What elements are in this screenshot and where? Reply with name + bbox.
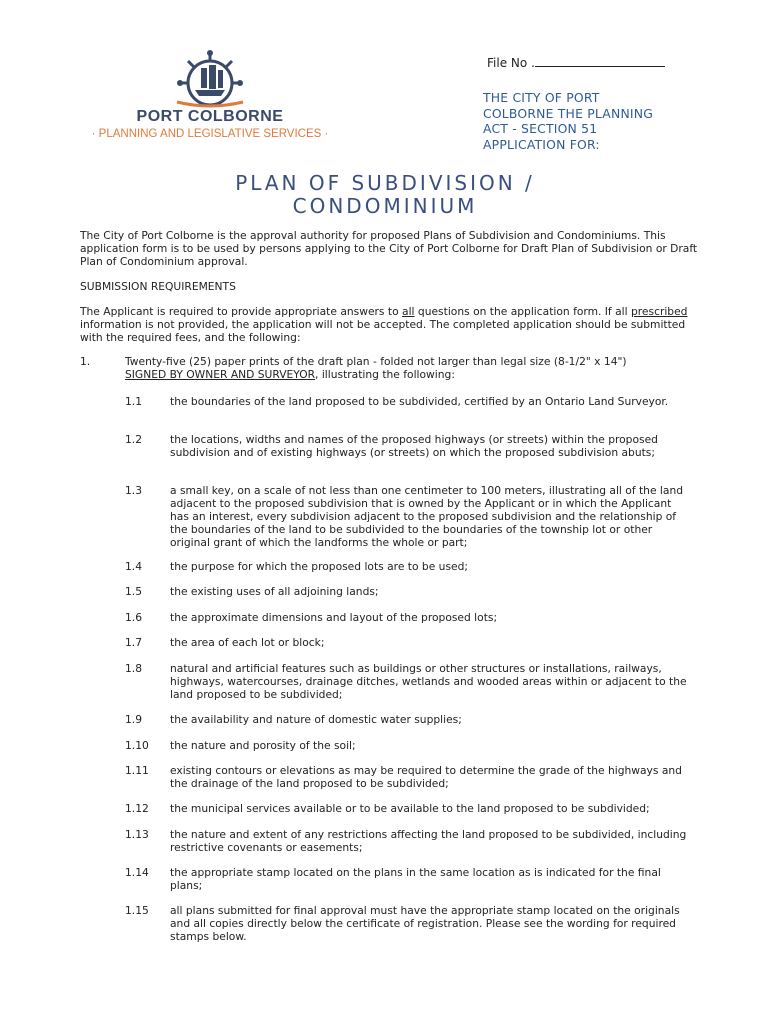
subitem-text: the nature and extent of any restrictions affecting the land proposed to be subdivided, including restrictive covenants or easements; [170,828,687,854]
title-line: PLAN OF SUBDIVISION / [235,171,535,195]
page-title [0,172,770,218]
subitem-number: 1.12 [125,802,149,815]
item-tail: , illustrating the following: [315,368,455,381]
subitem-number: 1.1 [125,395,142,408]
subitem-number: 1.5 [125,585,142,598]
ship-wheel-icon [167,50,253,108]
subitem-text: all plans submitted for final approval must have the appropriate stamp located on the originals and all copies directly below the certificate of registration. Please see the wording for required stamps below. [170,904,680,943]
subitem-number: 1.14 [125,866,149,879]
subitem-text: the purpose for which the proposed lots are to be used; [170,560,468,573]
subitem-text: the boundaries of the land proposed to be subdivided, certified by an Ontario Land Surveyor. [170,395,669,408]
application-heading [483,90,698,152]
applicant-text: questions on the application form. If all [414,305,631,318]
subitem-number: 1.13 [125,828,149,841]
application-line: COLBORNE THE PLANNING [483,105,654,121]
submission-heading: SUBMISSION REQUIREMENTS [80,280,236,293]
brand-tagline: · PLANNING AND LEGISLATIVE SERVICES · [91,128,329,140]
subitem-number: 1.4 [125,560,142,573]
applicant-emphasis-all: all [402,305,415,318]
subitem-number: 1.7 [125,636,142,649]
item-number: 1. [80,355,91,368]
signed-requirement: SIGNED BY OWNER AND SURVEYOR [125,368,316,381]
subitem-number: 1.2 [125,433,142,446]
subitem-number: 1.6 [125,611,142,624]
subitem-text: the municipal services available or to be available to the land proposed to be subdivided; [170,802,650,815]
subitem-text: the approximate dimensions and layout of the proposed lots; [170,611,498,624]
subitem-number: 1.10 [125,739,149,752]
logo [60,50,360,145]
subitem-text: the existing uses of all adjoining lands; [170,585,379,598]
subitem-number: 1.9 [125,713,142,726]
brand-name: PORT COLBORNE [136,108,284,125]
title-line: CONDOMINIUM [292,194,478,218]
applicant-emphasis-prescribed: prescribed [630,305,688,318]
subitem-text: the area of each lot or block; [170,636,325,649]
item-text [125,355,685,381]
intro-paragraph: The City of Port Colborne is the approval authority for proposed Plans of Subdivision and Condominiums. This application form is to be used by persons applying to the City of Port Colborne for Draft Plan of Subdivision or Draft Plan of Condominium approval. [80,229,698,268]
subitem-text: the nature and porosity of the soil; [170,739,356,752]
subitem-text: the availability and nature of domestic water supplies; [170,713,462,726]
applicant-text: information is not provided, the application will not be accepted. The completed application should be submitted with the required fees, and the following: [80,318,686,344]
applicant-text: The Applicant is required to provide appropriate answers to [80,305,403,318]
subitem-text: the appropriate stamp located on the plans in the same location as is indicated for the final plans; [170,866,661,892]
subitem-number: 1.8 [125,662,142,675]
application-line: ACT - SECTION 51 [483,121,598,136]
subitem-number: 1.15 [125,904,149,917]
subitem-number: 1.3 [125,484,142,497]
item-description: Twenty-five (25) paper prints of the draft plan - folded not larger than legal size (8-1/2" x 14") [125,355,627,368]
application-line: THE CITY OF PORT [483,90,600,105]
subitem-text: the locations, widths and names of the proposed highways (or streets) within the proposed subdivision and of existing highways (or streets) on which the proposed subdivision abuts; [170,433,658,459]
subitem-text: existing contours or elevations as may be required to determine the grade of the highways and the drainage of the land proposed to be subdivided; [170,764,682,790]
file-number-blank [535,56,665,67]
subitem-text: natural and artificial features such as buildings or other structures or installations, railways, highways, watercourses, drainage ditches, wetlands and wooded areas within or adjacent to the land proposed to be subdivided; [170,662,687,701]
subitem-text: a small key, on a scale of not less than one centimeter to 100 meters, illustrating all of the land adjacent to the proposed subdivision that is owned by the Applicant or in which the Applicant has an interest, every subdivision adjacent to the proposed subdivision and the relationship of the boundaries of the land to be subdivided to the boundaries of the township lot or other original grant of which the landforms the whole or part; [170,484,684,549]
file-number-field [487,56,665,70]
file-number-label: File No . [487,56,535,70]
subitem-number: 1.11 [125,764,149,777]
applicant-paragraph [80,305,700,344]
application-line: APPLICATION FOR: [483,136,600,152]
